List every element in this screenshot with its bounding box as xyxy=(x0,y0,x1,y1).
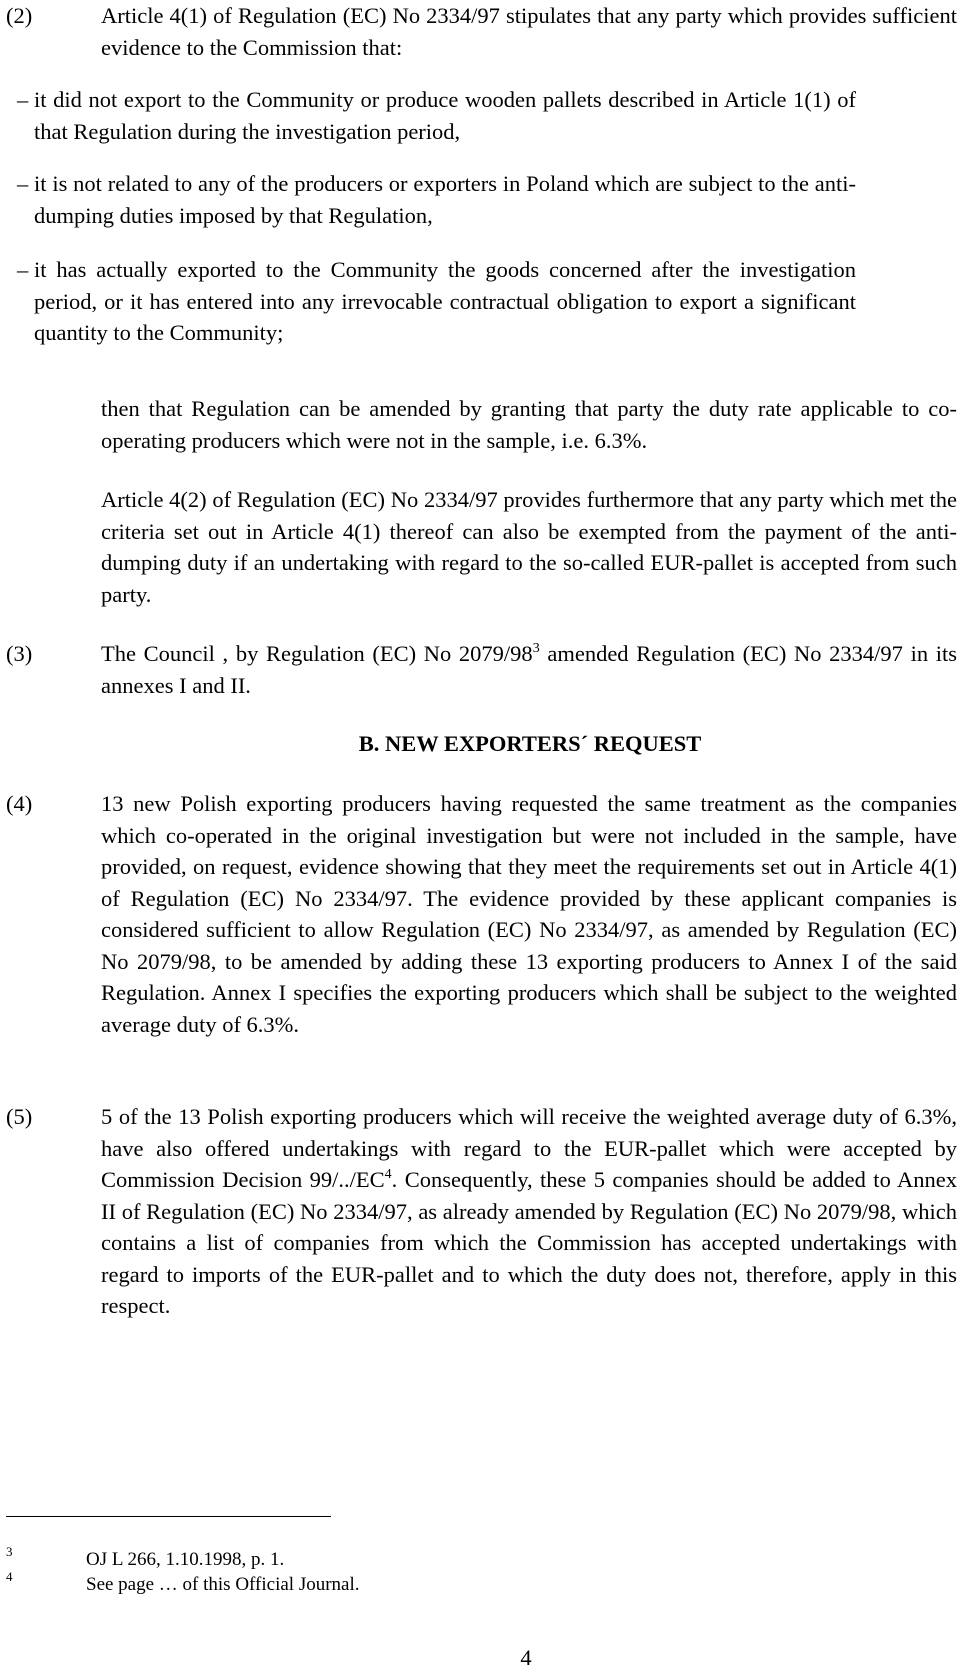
dash-bullet: – xyxy=(17,87,29,112)
paragraph-5-text xyxy=(101,1101,957,1322)
paragraph-number: (3) xyxy=(6,641,33,666)
footnote-ref-3[interactable]: 3 xyxy=(532,641,540,656)
paragraph-number: (2) xyxy=(6,3,33,28)
paragraph-3 xyxy=(0,638,960,701)
dash-item-text: it has actually exported to the Community the goods concerned after the investigation period, or it has entered into any irrevocable contractual obligation to export a significant quantity to the Community; xyxy=(34,257,856,345)
dash-item xyxy=(0,168,960,231)
footnote-ref-4[interactable]: 4 xyxy=(384,1167,392,1182)
dash-item xyxy=(0,254,960,349)
footnote-number: 4 xyxy=(6,1569,13,1584)
text-before-footnote: 5 of the 13 Polish exporting producers which will receive the weighted average duty of 6.3%, have also offered undertakings with regard to the EUR-pallet which were accepted by Commission Decision 99/../EC xyxy=(101,1104,957,1192)
footnote-number: 3 xyxy=(6,1544,13,1559)
footnote-text: See page … of this Official Journal. xyxy=(86,1574,360,1595)
footnote-text: OJ L 266, 1.10.1998, p. 1. xyxy=(86,1549,285,1570)
dash-bullet: – xyxy=(17,257,29,282)
then-clause: then that Regulation can be amended by granting that party the duty rate applicable to co-operating producers which were not in the sample, i.e. 6.3%. xyxy=(101,396,957,453)
footnote-separator xyxy=(6,1516,331,1517)
dash-item xyxy=(0,84,960,147)
page-number: 4 xyxy=(520,1645,532,1670)
text-before-footnote: The Council , by Regulation (EC) No 2079/98 xyxy=(101,641,533,666)
dash-bullet: – xyxy=(17,171,29,196)
footnote-4 xyxy=(6,1569,906,1598)
paragraph-4 xyxy=(0,788,960,1040)
paragraph-2-then xyxy=(0,393,960,456)
text-after-footnote: amended Regulation (EC) No 2334/97 in its annexes I and II. xyxy=(101,641,957,698)
paragraph-4-text: 13 new Polish exporting producers having requested the same treatment as the companies which co-operated in the original investigation but were not included in the sample, have provided, on request, evidence showing that they meet the requirements set out in Article 4(1) of Regulation (EC) No 2334/97. The evidence provided by these applicant companies is considered sufficient to allow Regulation (EC) No 2334/97, as amended by Regulation (EC) No 2079/98, to be amended by adding these 13 exporting producers to Annex I of the said Regulation. Annex I specifies the exporting producers which shall be subject to the weighted average duty of 6.3%. xyxy=(101,791,957,1037)
article-4-2-text: Article 4(2) of Regulation (EC) No 2334/97 provides furthermore that any party which met the criteria set out in Article 4(1) thereof can also be exempted from the payment of the anti-dumping duty if an undertaking with regard to the so-called EUR-pallet is accepted from such party. xyxy=(101,487,957,607)
paragraph-3-text xyxy=(101,638,957,701)
text-after-footnote: . Consequently, these 5 companies should be added to Annex II of Regulation (EC) No 2334/97, as already amended by Regulation (EC) No 2079/98, which contains a list of companies from which the Commission has accepted undertakings with regard to imports of the EUR-pallet and to which the duty does not, therefore, apply in this respect. xyxy=(101,1167,957,1318)
paragraph-2-intro: Article 4(1) of Regulation (EC) No 2334/97 stipulates that any party which provides sufficient evidence to the Commission that: xyxy=(101,3,957,60)
dash-item-text: it did not export to the Community or produce wooden pallets described in Article 1(1) of that Regulation during the investigation period, xyxy=(34,87,856,144)
paragraph-number: (4) xyxy=(6,791,33,816)
paragraph-number: (5) xyxy=(6,1104,33,1129)
paragraph-5 xyxy=(0,1101,960,1322)
footnote-3 xyxy=(6,1544,906,1573)
paragraph-2 xyxy=(0,0,960,63)
section-heading: B. NEW EXPORTERS´ REQUEST xyxy=(358,731,702,756)
paragraph-2-article-4-2 xyxy=(0,484,960,610)
dash-item-text: it is not related to any of the producers or exporters in Poland which are subject to the anti-dumping duties imposed by that Regulation, xyxy=(34,171,856,228)
